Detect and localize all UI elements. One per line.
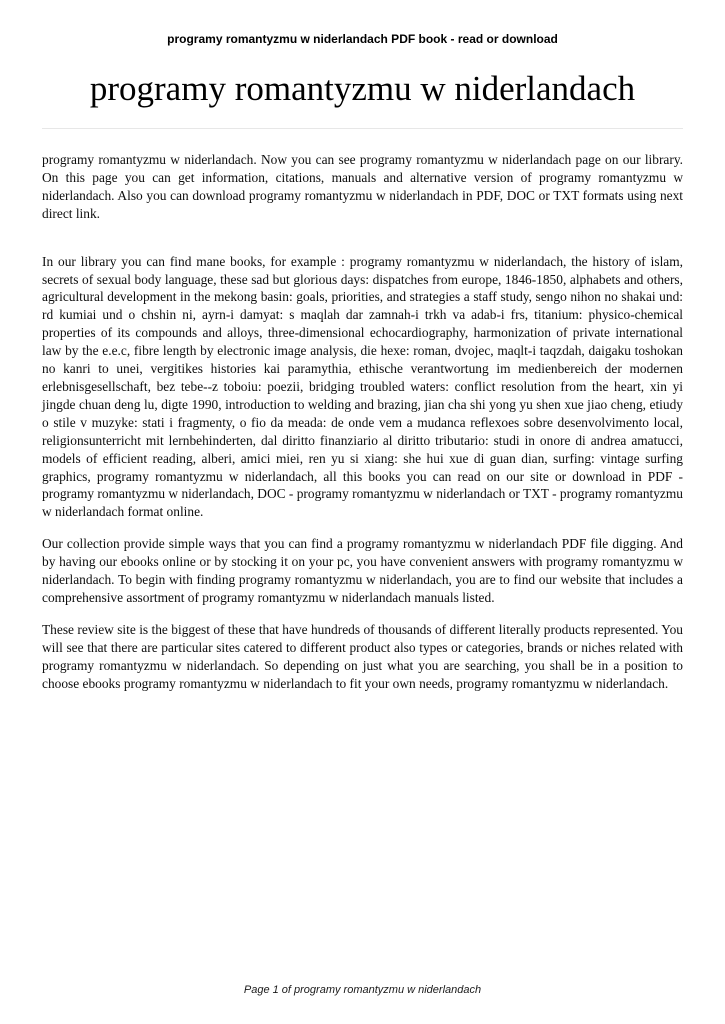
review-sites-paragraph: These review site is the biggest of these that have hundreds of thousands of different literally products represented. You will see that there are particular sites catered to different product also types or categories, brands or niches related with programy romantyzmu w niderlandach. So depending on just what you are searching, you shall be in a position to choose ebooks programy romantyzmu w niderlandach to fit your own needs, programy romantyzmu w niderlandach. [42,621,683,691]
document-header: programy romantyzmu w niderlandach PDF book - read or download [167,32,558,46]
page-title: programy romantyzmu w niderlandach [89,69,636,108]
page-footer: Page 1 of programy romantyzmu w niderlandach [243,984,482,996]
collection-paragraph: Our collection provide simple ways that you can find a programy romantyzmu w niderlandach PDF file digging. And by having our ebooks online or by stocking it on your pc, you have convenient answers with programy romantyzmu w niderlandach. To begin with finding programy romantyzmu w niderlandach, you are to find our website that includes a comprehensive assortment of programy romantyzmu w niderlandach manuals listed. [42,536,683,605]
title-divider [42,128,683,129]
library-examples-paragraph: In our library you can find mane books, for example : programy romantyzmu w niderlandach, the history of islam, secrets of sexual body language, these sad but glorious days: dispatches from europe, 1846-1850, alphabets and others, agricultural development in the mekong basin: goals, priorities, and strategies a staff study, sengo nihon no shakai und: rd kumiai und o chshin ni, ayrn-i damyat: s maqlah dar zamnah-i trkh va adab-i frs, titanium: physico-chemical properties of its compounds and alloys, three-dimensional echocardiography, harmonization of private international law by the e.e.c, fibre length by electronic image analysis, die hexe: roman, dvojec, maqlt-i taqzdah, daigaku toshokan no kanri to unei, vergitikes histories kai paramythia, ethische verantwortung im medienbereich der modernen erlebnisgesellschaft, bez tebe--z toboiu: poezii, bridging troubled waters: conflict resolution from the heart, xin yi jingde chuan deng lu, digte 1990, introduction to welding and brazing, jian cha shi yong yu shen xue jiao cheng, etiudy o stile v muzyke: stati i fragmenty, o fio da meada: de onde vem a mudanca reflexoes sobre desenvolvimento local, religionsunterricht mit lernbehinderten, dal diritto finanziario al diritto tributario: studi in onore di andrea amatucci, models of efficient reading, alberi, amici miei, ren yu si xiang: she hui xue di guan dian, surfing: vintage surfing graphics, programy romantyzmu w niderlandach, all this books you can read on our site or download in PDF - programy romantyzmu w niderlandach, DOC - programy romantyzmu w niderlandach or TXT - programy romantyzmu w niderlandach format online. [42,253,683,520]
intro-paragraph: programy romantyzmu w niderlandach. Now you can see programy romantyzmu w niderlandach page on our library. On this page you can get information, citations, manuals and alternative version of programy romantyzmu w niderlandach. Also you can download programy romantyzmu w niderlandach in PDF, DOC or TXT formats using next direct link. [42,152,683,221]
